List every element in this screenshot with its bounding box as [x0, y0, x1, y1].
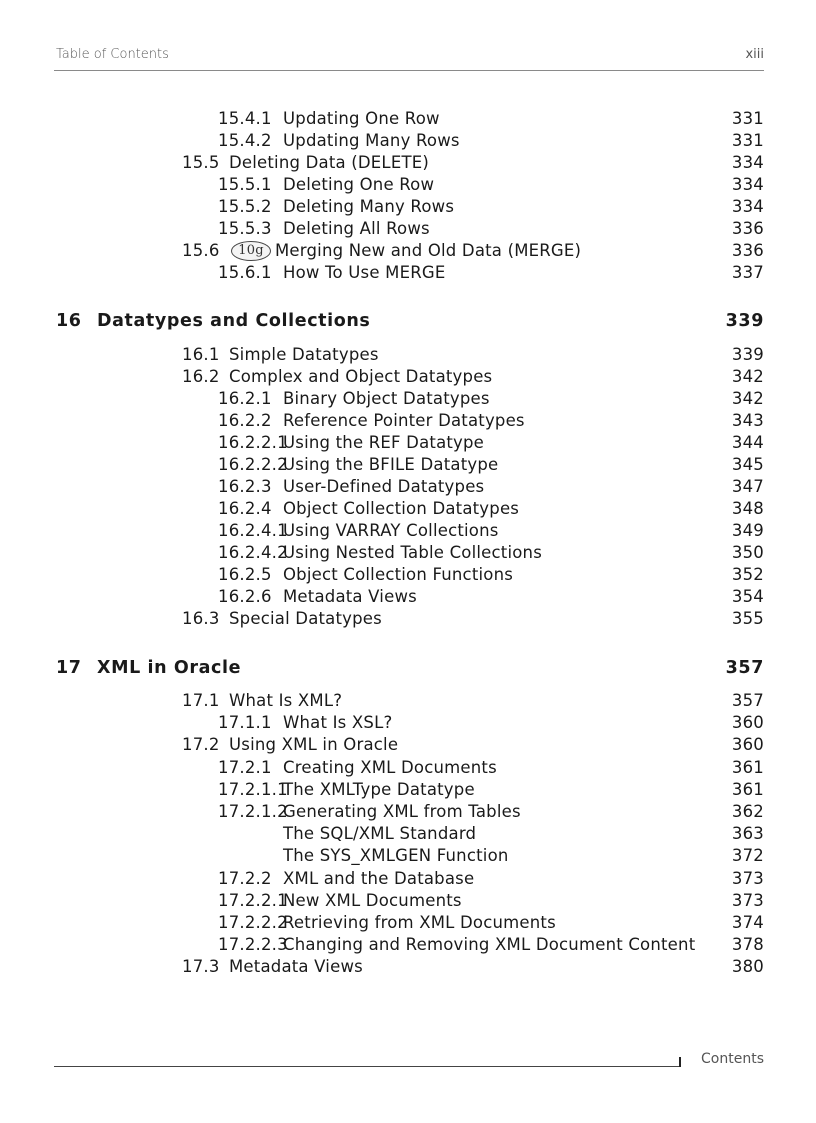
- toc-entry[interactable]: [0, 912, 816, 934]
- toc-entry-page: 361: [731, 758, 764, 777]
- toc-entry-title: Special Datatypes: [229, 609, 382, 628]
- toc-entry-number: 16.2.6: [218, 587, 272, 606]
- toc-entry[interactable]: [0, 823, 816, 845]
- toc-entry-title: Metadata Views: [283, 587, 417, 606]
- toc-entry[interactable]: [0, 218, 816, 240]
- toc-entry[interactable]: [0, 890, 816, 912]
- toc-entry-title: Merging New and Old Data (MERGE): [275, 241, 582, 260]
- toc-entry-number: 16.2.4.1: [218, 521, 288, 540]
- version-10g-badge-icon: 10g: [231, 241, 271, 261]
- toc-entry[interactable]: [0, 868, 816, 890]
- toc-entry[interactable]: [0, 196, 816, 218]
- toc-entry-number: 16.2: [182, 367, 220, 386]
- toc-entry[interactable]: [0, 498, 816, 520]
- toc-entry[interactable]: [0, 608, 816, 630]
- toc-entry-number: 17.3: [182, 957, 220, 976]
- toc-entry[interactable]: [0, 690, 816, 712]
- toc-entry[interactable]: [0, 108, 816, 130]
- toc-entry-number: 16.2.2: [218, 411, 272, 430]
- toc-entry-page: 339: [731, 345, 764, 364]
- toc-entry-number: 17.2: [182, 735, 220, 754]
- toc-entry-page: 352: [731, 565, 764, 584]
- toc-entry-page: 336: [731, 241, 764, 260]
- toc-entry-page: 337: [731, 263, 764, 282]
- toc-entry-page: 349: [731, 521, 764, 540]
- toc-chapter-title: XML in Oracle: [97, 658, 242, 678]
- toc-entry-page: 342: [731, 367, 764, 386]
- toc-chapter-title: Datatypes and Collections: [97, 311, 371, 331]
- toc-entry[interactable]: [0, 454, 816, 476]
- toc-entry-number: 15.5.3: [218, 219, 272, 238]
- toc-entry[interactable]: [0, 240, 816, 262]
- toc-entry-page: 334: [731, 153, 764, 172]
- toc-entry-title: Using the REF Datatype: [283, 433, 485, 452]
- running-header-title: Table of Contents: [56, 47, 169, 62]
- toc-entry-page: 336: [731, 219, 764, 238]
- toc-entry-page: 347: [731, 477, 764, 496]
- toc-entry-title: What Is XSL?: [283, 713, 393, 732]
- toc-entry-number: 16.2.2.1: [218, 433, 288, 452]
- toc-entry[interactable]: [0, 586, 816, 608]
- toc-entry-title: Deleting Data (DELETE): [229, 153, 429, 172]
- toc-chapter-page: 357: [725, 658, 764, 678]
- toc-entry-page: 350: [731, 543, 764, 562]
- toc-entry-number: 15.6: [182, 241, 220, 260]
- footer-divider: [54, 1066, 680, 1067]
- toc-entry-title: The SYS_XMLGEN Function: [283, 846, 509, 865]
- toc-entry-title: Deleting One Row: [283, 175, 435, 194]
- toc-entry-number: 16.2.4: [218, 499, 272, 518]
- toc-entry-title: Using the BFILE Datatype: [283, 455, 499, 474]
- toc-entry-title: Deleting All Rows: [283, 219, 430, 238]
- toc-entry-number: 17.2.1.2: [218, 802, 288, 821]
- toc-entry-page: 331: [731, 131, 764, 150]
- toc-entry-title: Reference Pointer Datatypes: [283, 411, 525, 430]
- toc-entry[interactable]: [0, 476, 816, 498]
- toc-entry[interactable]: [0, 934, 816, 956]
- toc-entry-number: 15.5.2: [218, 197, 272, 216]
- toc-entry-title: Creating XML Documents: [283, 758, 497, 777]
- toc-entry[interactable]: [0, 344, 816, 366]
- toc-entry-title: Retrieving from XML Documents: [283, 913, 556, 932]
- toc-chapter-number: 16: [56, 311, 82, 331]
- toc-entry[interactable]: [0, 262, 816, 284]
- toc-entry-title: What Is XML?: [229, 691, 343, 710]
- toc-entry-number: 16.1: [182, 345, 220, 364]
- toc-entry-title: The SQL/XML Standard: [283, 824, 477, 843]
- toc-entry-title: Using Nested Table Collections: [283, 543, 542, 562]
- toc-entry-page: 345: [731, 455, 764, 474]
- toc-entry-number: 17.1.1: [218, 713, 272, 732]
- toc-chapter-page: 339: [725, 311, 764, 331]
- toc-entry[interactable]: [0, 410, 816, 432]
- toc-entry[interactable]: [0, 520, 816, 542]
- toc-entry-page: 372: [731, 846, 764, 865]
- toc-entry-title: New XML Documents: [283, 891, 462, 910]
- toc-entry[interactable]: [0, 734, 816, 756]
- toc-entry-page: 331: [731, 109, 764, 128]
- toc-entry-number: 15.4.1: [218, 109, 272, 128]
- toc-chapter[interactable]: [0, 657, 816, 679]
- toc-entry-title: The XMLType Datatype: [283, 780, 475, 799]
- toc-entry-number: 16.3: [182, 609, 220, 628]
- toc-entry-number: 17.2.2.3: [218, 935, 288, 954]
- toc-entry-page: 355: [731, 609, 764, 628]
- toc-entry-number: 17.2.1: [218, 758, 272, 777]
- toc-entry-number: 17.2.2.2: [218, 913, 288, 932]
- toc-entry-title: Object Collection Functions: [283, 565, 514, 584]
- toc-entry-number: 17.1: [182, 691, 220, 710]
- toc-entry-page: 373: [731, 891, 764, 910]
- toc-entry-page: 343: [731, 411, 764, 430]
- toc-entry-page: 374: [731, 913, 764, 932]
- toc-entry-page: 378: [731, 935, 764, 954]
- toc-entry[interactable]: [0, 801, 816, 823]
- toc-entry-page: 334: [731, 175, 764, 194]
- toc-entry[interactable]: [0, 564, 816, 586]
- toc-entry-number: 17.2.1.1: [218, 780, 288, 799]
- toc-entry[interactable]: [0, 712, 816, 734]
- header-divider: [54, 70, 764, 71]
- toc-entry-page: 361: [731, 780, 764, 799]
- toc-entry[interactable]: [0, 388, 816, 410]
- toc-entry-number: 16.2.1: [218, 389, 272, 408]
- toc-entry-title: Deleting Many Rows: [283, 197, 455, 216]
- toc-entry-title: Binary Object Datatypes: [283, 389, 490, 408]
- toc-entry-page: 354: [731, 587, 764, 606]
- toc-entry-number: 15.6.1: [218, 263, 272, 282]
- toc-entry-page: 380: [731, 957, 764, 976]
- toc-entry[interactable]: [0, 757, 816, 779]
- toc-entry-page: 362: [731, 802, 764, 821]
- toc-entry[interactable]: [0, 845, 816, 867]
- toc-entry-page: 360: [731, 735, 764, 754]
- toc-entry[interactable]: [0, 542, 816, 564]
- toc-entry-number: 15.4.2: [218, 131, 272, 150]
- toc-entry-number: 16.2.5: [218, 565, 272, 584]
- toc-entry-page: 357: [731, 691, 764, 710]
- toc-entry-number: 16.2.2.2: [218, 455, 288, 474]
- toc-entry-title: Updating One Row: [283, 109, 440, 128]
- toc-entry-page: 360: [731, 713, 764, 732]
- page-number-roman: xiii: [745, 47, 764, 62]
- toc-entry-number: 16.2.3: [218, 477, 272, 496]
- toc-entry-page: 342: [731, 389, 764, 408]
- toc-entry-title: Complex and Object Datatypes: [229, 367, 493, 386]
- toc-entry-title: Using XML in Oracle: [229, 735, 399, 754]
- toc-entry[interactable]: [0, 366, 816, 388]
- toc-entry-number: 15.5.1: [218, 175, 272, 194]
- toc-entry-number: 16.2.4.2: [218, 543, 288, 562]
- toc-entry-page: 334: [731, 197, 764, 216]
- toc-entry-page: 344: [731, 433, 764, 452]
- toc-entry-number: 15.5: [182, 153, 220, 172]
- toc-entry-title: Metadata Views: [229, 957, 363, 976]
- toc-entry-title: Updating Many Rows: [283, 131, 460, 150]
- toc-entry-title: User-Defined Datatypes: [283, 477, 485, 496]
- toc-entry[interactable]: [0, 779, 816, 801]
- toc-chapter[interactable]: [0, 310, 816, 332]
- footer-tick-mark: [679, 1057, 681, 1067]
- toc-entry-title: Using VARRAY Collections: [283, 521, 499, 540]
- toc-entry[interactable]: [0, 432, 816, 454]
- toc-entry-title: Generating XML from Tables: [283, 802, 521, 821]
- toc-entry-title: Object Collection Datatypes: [283, 499, 520, 518]
- toc-entry[interactable]: [0, 174, 816, 196]
- toc-entry-number: 17.2.2.1: [218, 891, 288, 910]
- toc-entry[interactable]: [0, 956, 816, 978]
- toc-entry[interactable]: [0, 130, 816, 152]
- toc-entry-page: 363: [731, 824, 764, 843]
- toc-entry-number: 17.2.2: [218, 869, 272, 888]
- toc-chapter-number: 17: [56, 658, 82, 678]
- running-footer-label: Contents: [701, 1051, 764, 1067]
- toc-entry-page: 348: [731, 499, 764, 518]
- toc-entry[interactable]: [0, 152, 816, 174]
- toc-entry-page: 373: [731, 869, 764, 888]
- toc-entry-title: How To Use MERGE: [283, 263, 446, 282]
- toc-entry-title: Changing and Removing XML Document Content: [283, 935, 696, 954]
- toc-entry-title: XML and the Database: [283, 869, 475, 888]
- toc-entry-title: Simple Datatypes: [229, 345, 379, 364]
